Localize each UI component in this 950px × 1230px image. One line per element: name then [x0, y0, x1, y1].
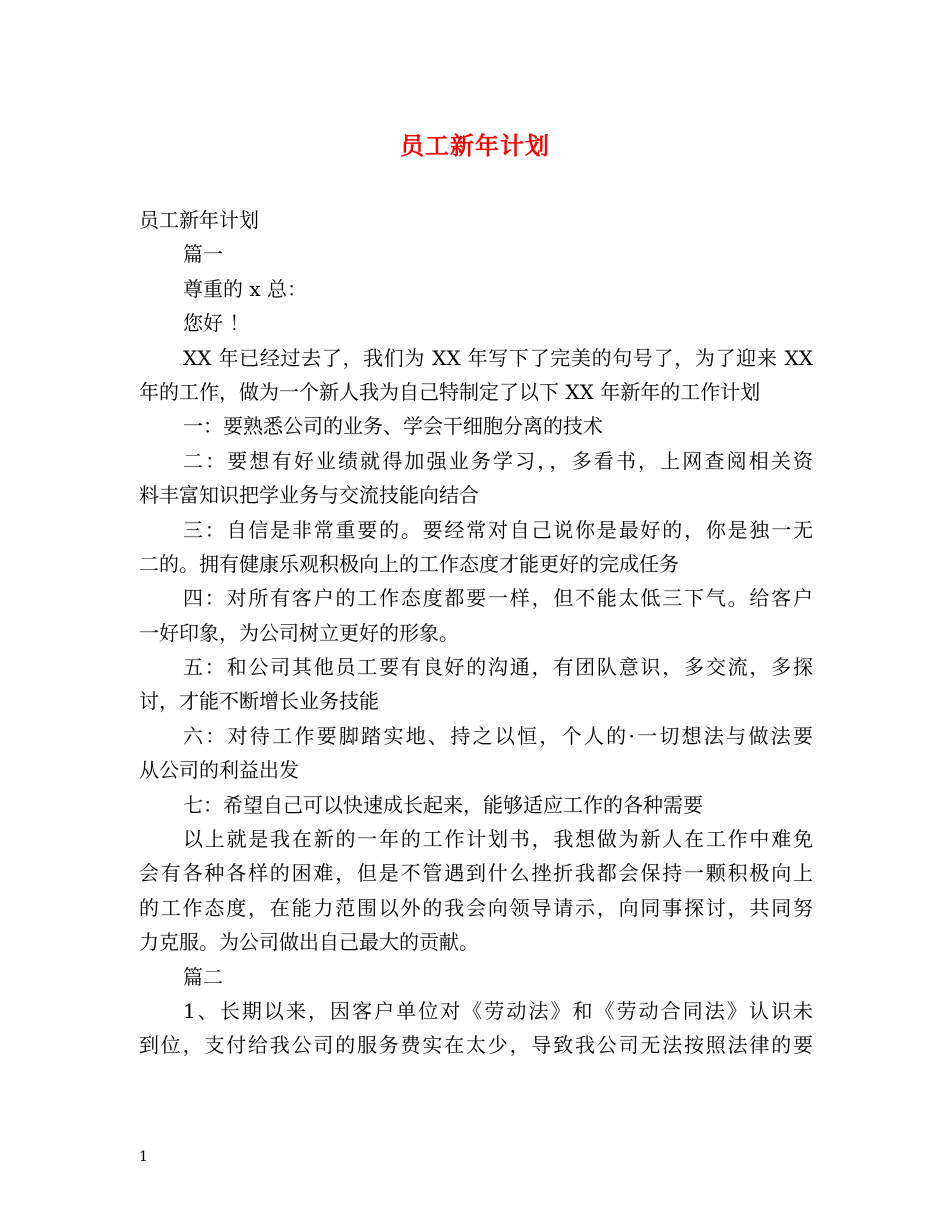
text-line: 到位，支付给我公司的服务费实在太少，导致我公司无法按照法律的要: [139, 1033, 813, 1058]
text-line: 从公司的利益出发: [139, 758, 299, 783]
text-line: 二：要想有好业绩就得加强业务学习，，多看书，上网查阅相关资: [183, 448, 813, 473]
text-line: 五：和公司其他员工要有良好的沟通，有团队意识，多交流，多探: [183, 655, 813, 680]
text-line: 1、长期以来，因客户单位对《劳动法》和《劳动合同法》认识未: [183, 998, 813, 1023]
text-line: XX 年已经过去了，我们为 XX 年写下了完美的句号了，为了迎来 XX: [183, 345, 813, 370]
text-line: 的工作态度，在能力范围以外的我会向领导请示，向同事探讨，共同努: [139, 895, 813, 920]
text-line: 您好 ！: [183, 311, 250, 336]
text-line: 三：自信是非常重要的。要经常对自己说你是最好的，你是独一无: [183, 517, 813, 542]
text-line: 二的。拥有健康乐观积极向上的工作态度才能更好的完成任务: [139, 551, 679, 576]
text-line: 篇二: [183, 964, 223, 989]
text-line: 力克服。为公司做出自己最大的贡献。: [139, 930, 479, 955]
text-line: 尊重的 x 总：: [183, 276, 307, 301]
page-number: 1: [139, 1149, 148, 1165]
text-line: 年的工作，做为一个新人我为自己特制定了以下 XX 年新年的工作计划: [139, 379, 761, 404]
text-line: 四：对所有客户的工作态度都要一样，但不能太低三下气。给客户: [183, 586, 813, 611]
document-title: 员工新年计划: [400, 131, 550, 160]
document-body: [139, 203, 813, 1063]
text-line: 会有各种各样的困难，但是不管遇到什么挫折我都会保持一颗积极向上: [139, 861, 813, 886]
text-line: 员工新年计划: [139, 208, 259, 232]
text-line: 七：希望自己可以快速成长起来，能够适应工作的各种需要: [183, 792, 703, 817]
text-line: 六：对待工作要脚踏实地、持之以恒，个人的·一切想法与做法要: [183, 723, 813, 748]
text-line: 料丰富知识把学业务与交流技能向结合: [139, 483, 479, 508]
text-line: 篇一: [183, 242, 223, 267]
text-line: 一好印象，为公司树立更好的形象。: [139, 620, 459, 645]
text-line: 一：要熟悉公司的业务、学会干细胞分离的技术: [183, 414, 603, 439]
text-line: 讨，才能不断增长业务技能: [139, 689, 379, 714]
text-line: 以上就是我在新的一年的工作计划书，我想做为新人在工作中难免: [183, 827, 813, 852]
